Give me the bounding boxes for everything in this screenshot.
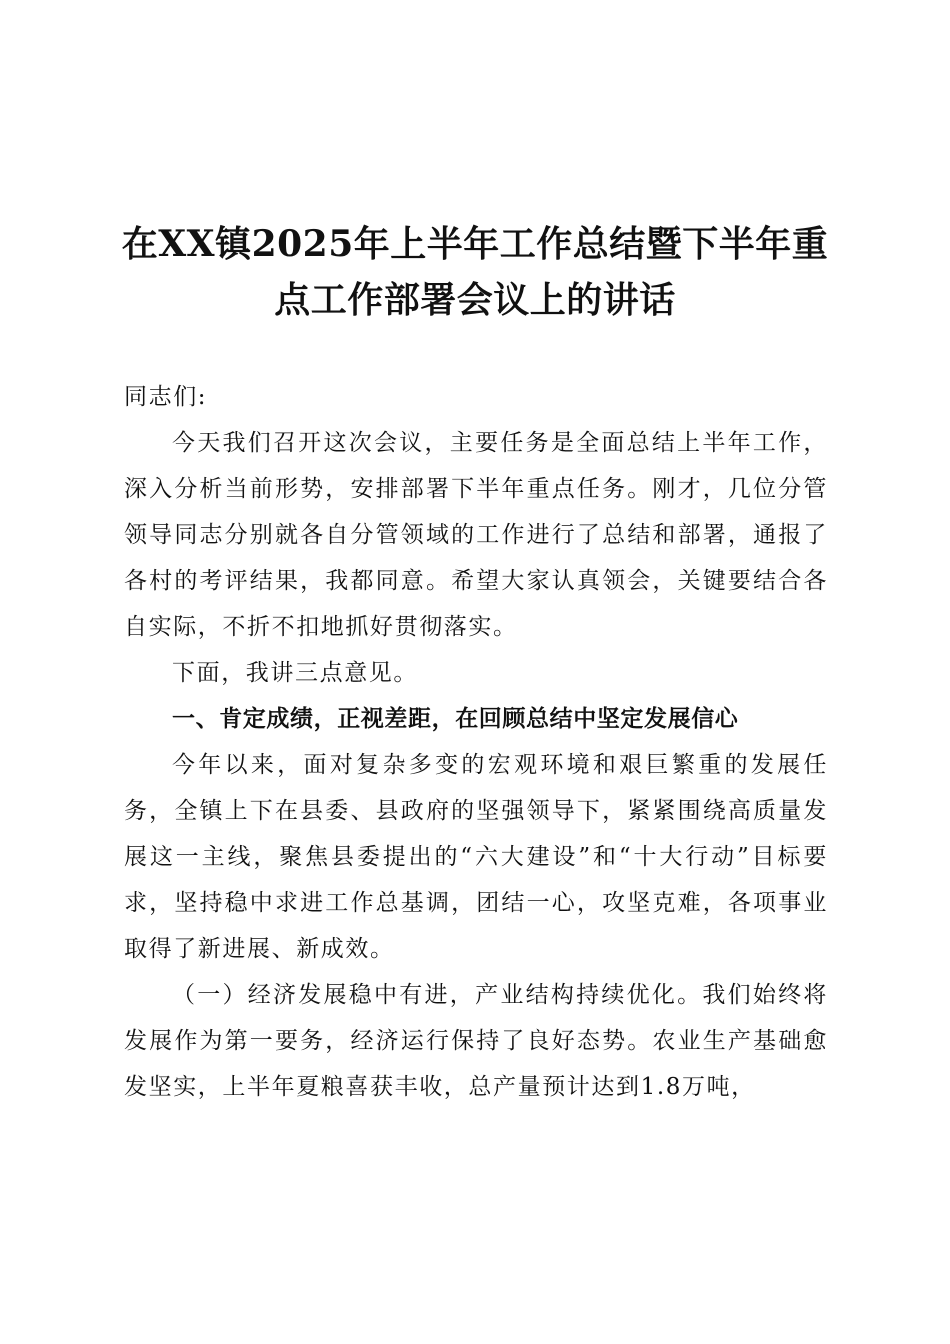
document-body [124,374,828,1110]
body-paragraph: （一）经济发展稳中有进，产业结构持续优化。我们始终将发展作为第一要务，经济运行保持了良好态势。农业生产基础愈发坚实，上半年夏粮喜获丰收，总产量预计达到1.8万吨， [124,982,828,1100]
title-line-2: 点工作部署会议上的讲话 [274,279,676,321]
body-paragraph: 今年以来，面对复杂多变的宏观环境和艰巨繁重的发展任务，全镇上下在县委、县政府的坚强领导下，紧紧围绕高质量发展这一主线，聚焦县委提出的“六大建设”和“十大行动”目标要求，坚持稳中求进工作总基调，团结一心，攻坚克难，各项事业取得了新进展、新成效。 [124,752,828,962]
body-paragraph: 下面，我讲三点意见。 [172,660,418,686]
section-heading: 一、肯定成绩，正视差距，在回顾总结中坚定发展信心 [172,706,739,732]
document-title [100,216,850,328]
salutation: 同志们: [124,384,208,410]
body-paragraph: 今天我们召开这次会议，主要任务是全面总结上半年工作，深入分析当前形势，安排部署下半年重点任务。刚才，几位分管领导同志分别就各自分管领域的工作进行了总结和部署，通报了各村的考评结果，我都同意。希望大家认真领会，关键要结合各自实际，不折不扣地抓好贯彻落实。 [124,430,828,640]
title-line-1: 在XX镇2025年上半年工作总结暨下半年重 [121,223,829,265]
